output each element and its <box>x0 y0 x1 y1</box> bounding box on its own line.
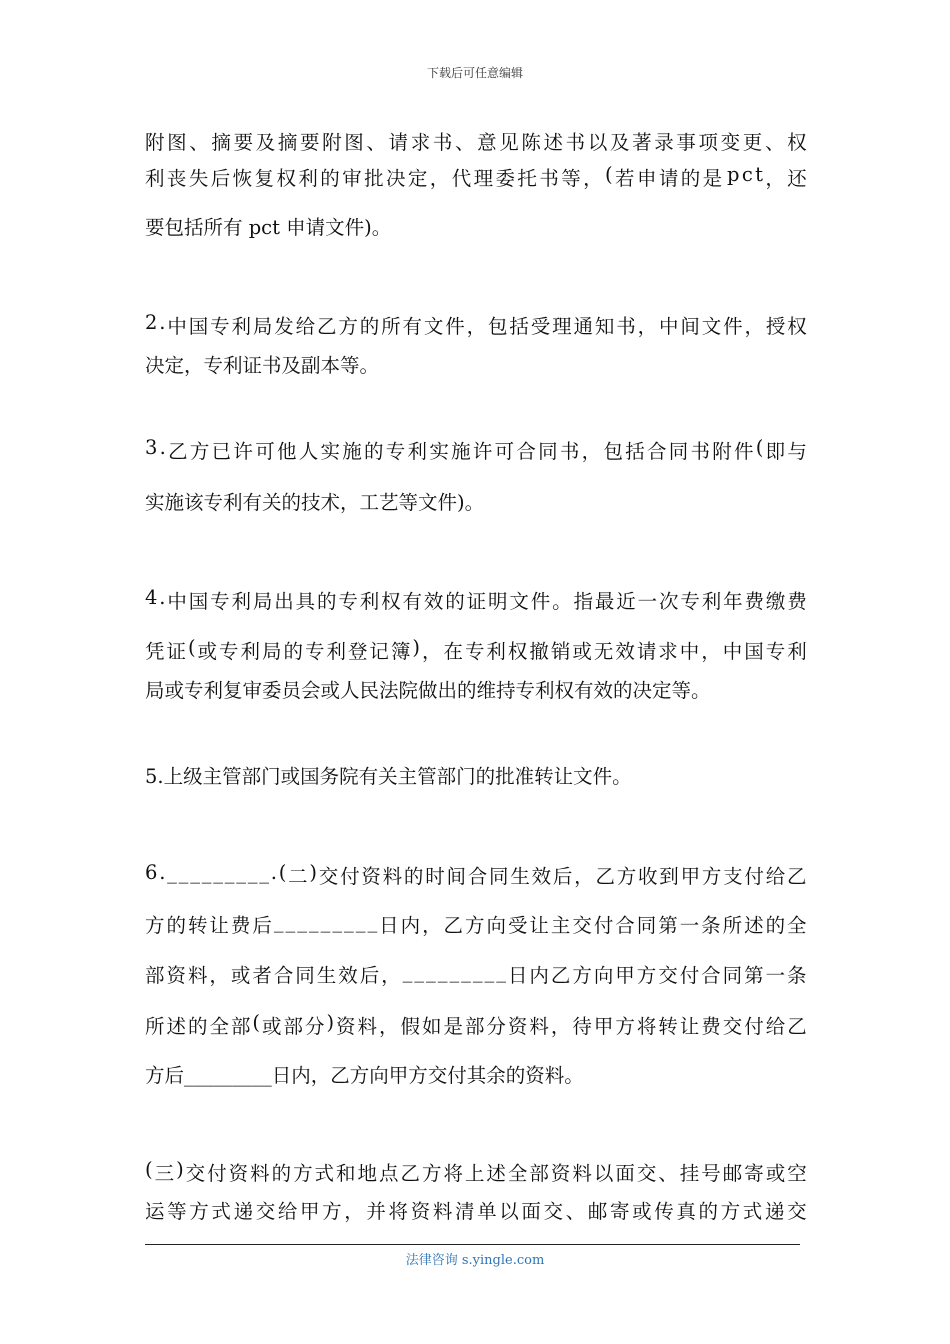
paragraph-line: 所 述 的 全 部 ( 或 部 分 ) 资 料 ， 假 如 是 部 分 资 料 ， 待 甲 方 将 转 让 费 交 付 给 乙 <box>145 1011 807 1038</box>
paragraph-line: 凭 证 ( 或 专 利 局 的 专 利 登 记 簿 ) ， 在 专 利 权 撤 销 或 无 效 请 求 中 ， 中 国 专 利 <box>145 636 807 663</box>
paragraph-line: 5.上级主管部门或国务院有关主管部门的批准转让文件。 <box>145 765 632 788</box>
paragraph-line: 方后_________日内，乙方向甲方交付其余的资料。 <box>145 1064 584 1087</box>
paragraph-line: 运 等 方 式 递 交 给 甲 方 ， 并 将 资 料 清 单 以 面 交 、 邮 寄 或 传 真 的 方 式 递 交 <box>145 1200 807 1223</box>
paragraph-line: 4 . 中 国 专 利 局 出 具 的 专 利 权 有 效 的 证 明 文 件 。 指 最 近 一 次 专 利 年 费 缴 费 <box>145 586 807 613</box>
page-header: 下载后可任意编辑 <box>426 66 523 80</box>
paragraph-line: 局或专利复审委员会或人民法院做出的维持专利权有效的决定等。 <box>145 679 711 702</box>
paragraph-line: 利 丧 失 后 恢 复 权 利 的 审 批 决 定 ， 代 理 委 托 书 等 ， ( 若 申 请 的 是 p c t ， 还 <box>145 163 807 190</box>
paragraph-line: 决定，专利证书及副本等。 <box>145 354 380 377</box>
paragraph-line: 方 的 转 让 费 后 _ _ _ _ _ _ _ _ _ 日 内 ， 乙 方 向 受 让 主 交 付 合 同 第 一 条 所 述 的 全 <box>145 910 807 937</box>
paragraph-line: ( 三 ) 交 付 资 料 的 方 式 和 地 点 乙 方 将 上 述 全 部 资 料 以 面 交 、 挂 号 邮 寄 或 空 <box>145 1158 807 1185</box>
footer-link[interactable]: 法律咨询 s.yingle.com <box>405 1253 545 1268</box>
paragraph-line: 实施该专利有关的技术，工艺等文件)。 <box>145 491 485 514</box>
paragraph-line: 3 . 乙 方 已 许 可 他 人 实 施 的 专 利 实 施 许 可 合 同 书 ， 包 括 合 同 书 附 件 ( 即 与 <box>145 436 807 463</box>
footer-divider <box>145 1244 800 1245</box>
paragraph-line: 6 . _ _ _ _ _ _ _ _ _ . ( 二 ) 交 付 资 料 的 时 间 合 同 生 效 后 ， 乙 方 收 到 甲 方 支 付 给 乙 <box>145 861 807 888</box>
paragraph-line: 附 图 、 摘 要 及 摘 要 附 图 、 请 求 书 、 意 见 陈 述 书 以 及 著 录 事 项 变 更 、 权 <box>145 131 807 154</box>
paragraph-line: 要包括所有 pct 申请文件)。 <box>145 216 392 239</box>
paragraph-line: 2 . 中 国 专 利 局 发 给 乙 方 的 所 有 文 件 ， 包 括 受 理 通 知 书 ， 中 间 文 件 ， 授 权 <box>145 311 807 338</box>
paragraph-line: 部 资 料 ， 或 者 合 同 生 效 后 ， _ _ _ _ _ _ _ _ _ 日 内 乙 方 向 甲 方 交 付 合 同 第 一 条 <box>145 960 807 987</box>
